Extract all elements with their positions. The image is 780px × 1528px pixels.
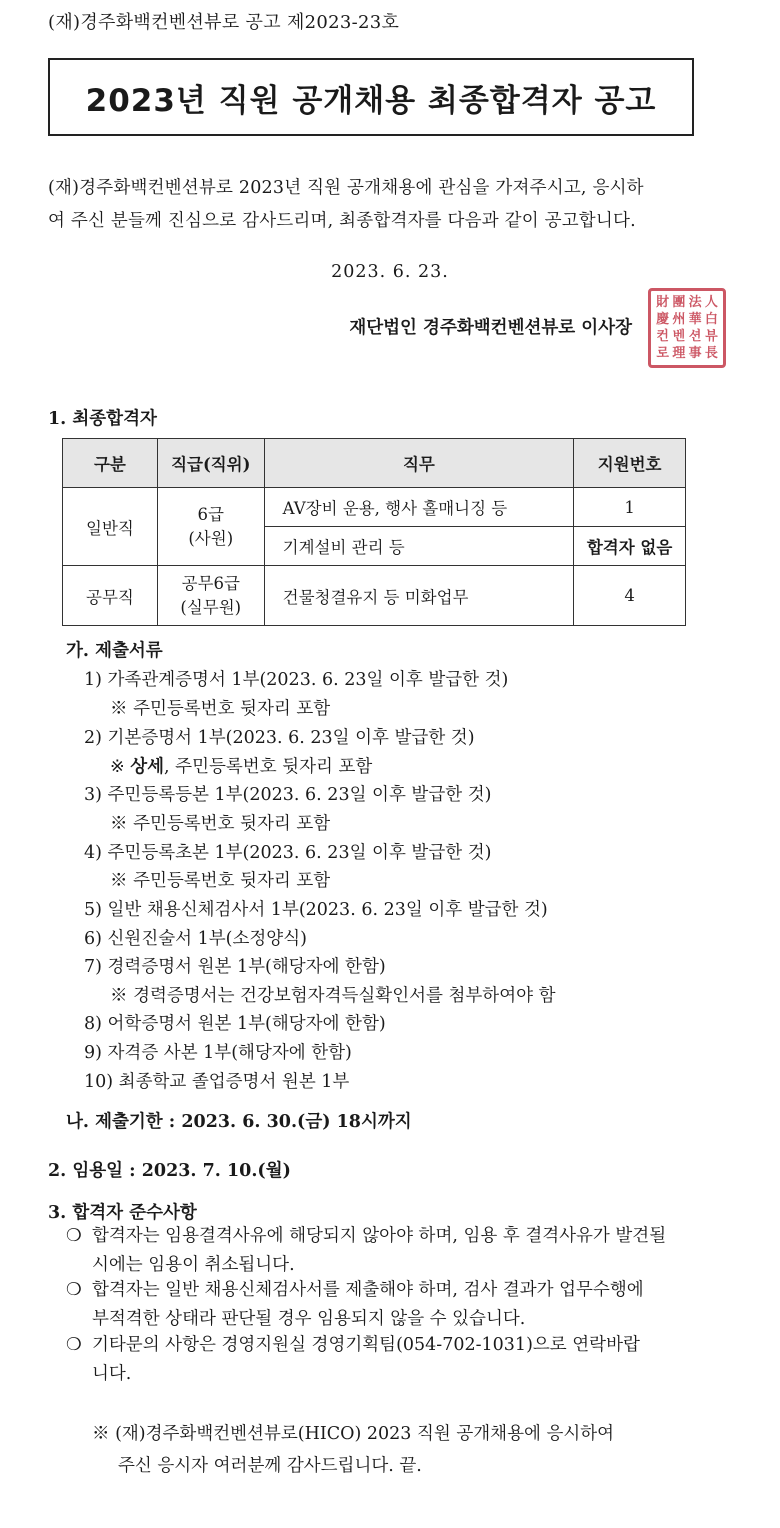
official-seal-stamp (648, 288, 726, 368)
seal-glyph: 慶 (656, 312, 670, 327)
seal-glyph: 벤 (672, 329, 686, 344)
seal-glyph: 財 (656, 295, 670, 310)
seal-glyph: 團 (672, 295, 686, 310)
circle-bullet-icon: ❍ (66, 1226, 82, 1246)
title-box (48, 58, 694, 136)
header-grade: 직급(직위) (157, 439, 264, 488)
closing-note (92, 1418, 614, 1482)
compliance-line: 합격자는 일반 채용신체검사서를 제출해야 하며, 검사 결과가 업무수행에 (92, 1280, 644, 1300)
cell-category: 일반직 (63, 488, 158, 566)
note-prefix: ※ (110, 757, 131, 777)
compliance-line: 시에는 임용이 취소됩니다. (92, 1255, 295, 1275)
documents-heading: 가. 제출서류 (66, 641, 163, 661)
compliance-line: 합격자는 임용결격사유에 해당되지 않아야 하며, 임용 후 결격사유가 발견될 (92, 1226, 667, 1246)
document-item: 6) 신원진술서 1부(소정양식) (84, 929, 307, 949)
signer: 재단법인 경주화백컨벤션뷰로 이사장 (349, 318, 632, 338)
seal-glyph: 컨 (656, 329, 669, 344)
document-item: 5) 일반 채용신체검사서 1부(2023. 6. 23일 이후 발급한 것) (84, 900, 548, 920)
intro-paragraph (48, 172, 708, 238)
seal-glyph: 人 (704, 295, 718, 310)
grade-text: 공무6급 (181, 573, 240, 593)
document-item: 4) 주민등록초본 1부(2023. 6. 23일 이후 발급한 것) (84, 843, 492, 863)
note-bold: 상세 (130, 757, 165, 777)
document-item: 9) 자격증 사본 1부(해당자에 한함) (84, 1043, 352, 1063)
section-1-heading: 1. 최종합격자 (48, 409, 157, 429)
cell-duty: AV장비 운용, 행사 홀매니징 등 (264, 488, 573, 527)
table-row (63, 488, 686, 527)
cell-number: 1 (574, 488, 686, 527)
document-item: 2) 기본증명서 1부(2023. 6. 23일 이후 발급한 것) (84, 728, 475, 748)
section-2-heading: 2. 임용일 : 2023. 7. 10.(월) (48, 1161, 291, 1181)
seal-glyph: 뷰 (705, 329, 718, 344)
header-category: 구분 (63, 439, 158, 488)
page-title: 2023년 직원 공개채용 최종합격자 공고 (85, 82, 657, 119)
cell-duty: 건물청결유지 등 미화업무 (264, 566, 573, 626)
notice-date: 2023. 6. 23. (331, 262, 449, 282)
document-item: 10) 최종학교 졸업증명서 원본 1부 (84, 1072, 350, 1092)
document-note: ※ 주민등록번호 뒷자리 포함 (110, 871, 331, 891)
document-note: ※ 주민등록번호 뒷자리 포함 (110, 699, 331, 719)
table-header-row (63, 439, 686, 488)
seal-glyph: 法 (688, 295, 702, 310)
document-item: 7) 경력증명서 원본 1부(해당자에 한함) (84, 957, 386, 977)
header-duty: 직무 (264, 439, 573, 488)
table-row (63, 566, 686, 626)
intro-line: 여 주신 분들께 진심으로 감사드리며, 최종합격자를 다음과 같이 공고합니다. (48, 211, 636, 231)
notice-number: (재)경주화백컨벤션뷰로 공고 제2023-23호 (48, 12, 400, 33)
closing-line: 주신 응시자 여러분께 감사드립니다. 끝. (118, 1456, 422, 1476)
seal-glyph: 白 (704, 312, 718, 327)
note-rest: , 주민등록번호 뒷자리 포함 (164, 757, 373, 777)
document-note: ※ 주민등록번호 뒷자리 포함 (110, 814, 331, 834)
cell-category: 공무직 (63, 566, 158, 626)
deadline: 나. 제출기한 : 2023. 6. 30.(금) 18시까지 (66, 1112, 412, 1132)
seal-glyph: 州 (672, 312, 686, 327)
grade-sub-text: (실무원) (180, 597, 242, 617)
seal-glyph: 長 (704, 346, 718, 361)
document-item: 1) 가족관계증명서 1부(2023. 6. 23일 이후 발급한 것) (84, 670, 509, 690)
cell-number: 4 (574, 566, 686, 626)
compliance-line: 니다. (92, 1364, 132, 1384)
seal-glyph: 로 (656, 346, 669, 361)
circle-bullet-icon: ❍ (66, 1335, 82, 1355)
circle-bullet-icon: ❍ (66, 1280, 82, 1300)
header-number: 지원번호 (574, 439, 686, 488)
cell-duty: 기계설비 관리 등 (264, 527, 573, 566)
seal-glyph: 華 (688, 312, 702, 327)
cell-number: 합격자 없음 (574, 527, 686, 566)
cell-grade (157, 566, 264, 626)
grade-text: 6급 (197, 504, 224, 524)
compliance-line: 부적격한 상태라 판단될 경우 임용되지 않을 수 있습니다. (92, 1309, 526, 1329)
document-note: ※ 경력증명서는 건강보험자격득실확인서를 첨부하여야 함 (110, 986, 556, 1006)
seal-glyph: 理 (672, 346, 686, 361)
compliance-line: 기타문의 사항은 경영지원실 경영기획팀(054-702-1031)으로 연락바랍 (92, 1335, 640, 1355)
compliance-item (66, 1222, 706, 1280)
closing-line: ※ (재)경주화백컨벤션뷰로(HICO) 2023 직원 공개채용에 응시하여 (92, 1424, 615, 1444)
finalists-table (62, 438, 686, 626)
document-item: 3) 주민등록등본 1부(2023. 6. 23일 이후 발급한 것) (84, 785, 492, 805)
document-item: 8) 어학증명서 원본 1부(해당자에 한함) (84, 1014, 386, 1034)
seal-glyph: 事 (688, 346, 702, 361)
compliance-item (66, 1276, 706, 1334)
grade-sub-text: (사원) (188, 528, 234, 548)
cell-grade (157, 488, 264, 566)
compliance-item (66, 1331, 706, 1389)
section-3-heading: 3. 합격자 준수사항 (48, 1203, 197, 1223)
document-note (110, 753, 372, 778)
seal-glyph: 션 (688, 329, 702, 344)
intro-line: (재)경주화백컨벤션뷰로 2023년 직원 공개채용에 관심을 가져주시고, 응시하 (48, 178, 644, 198)
